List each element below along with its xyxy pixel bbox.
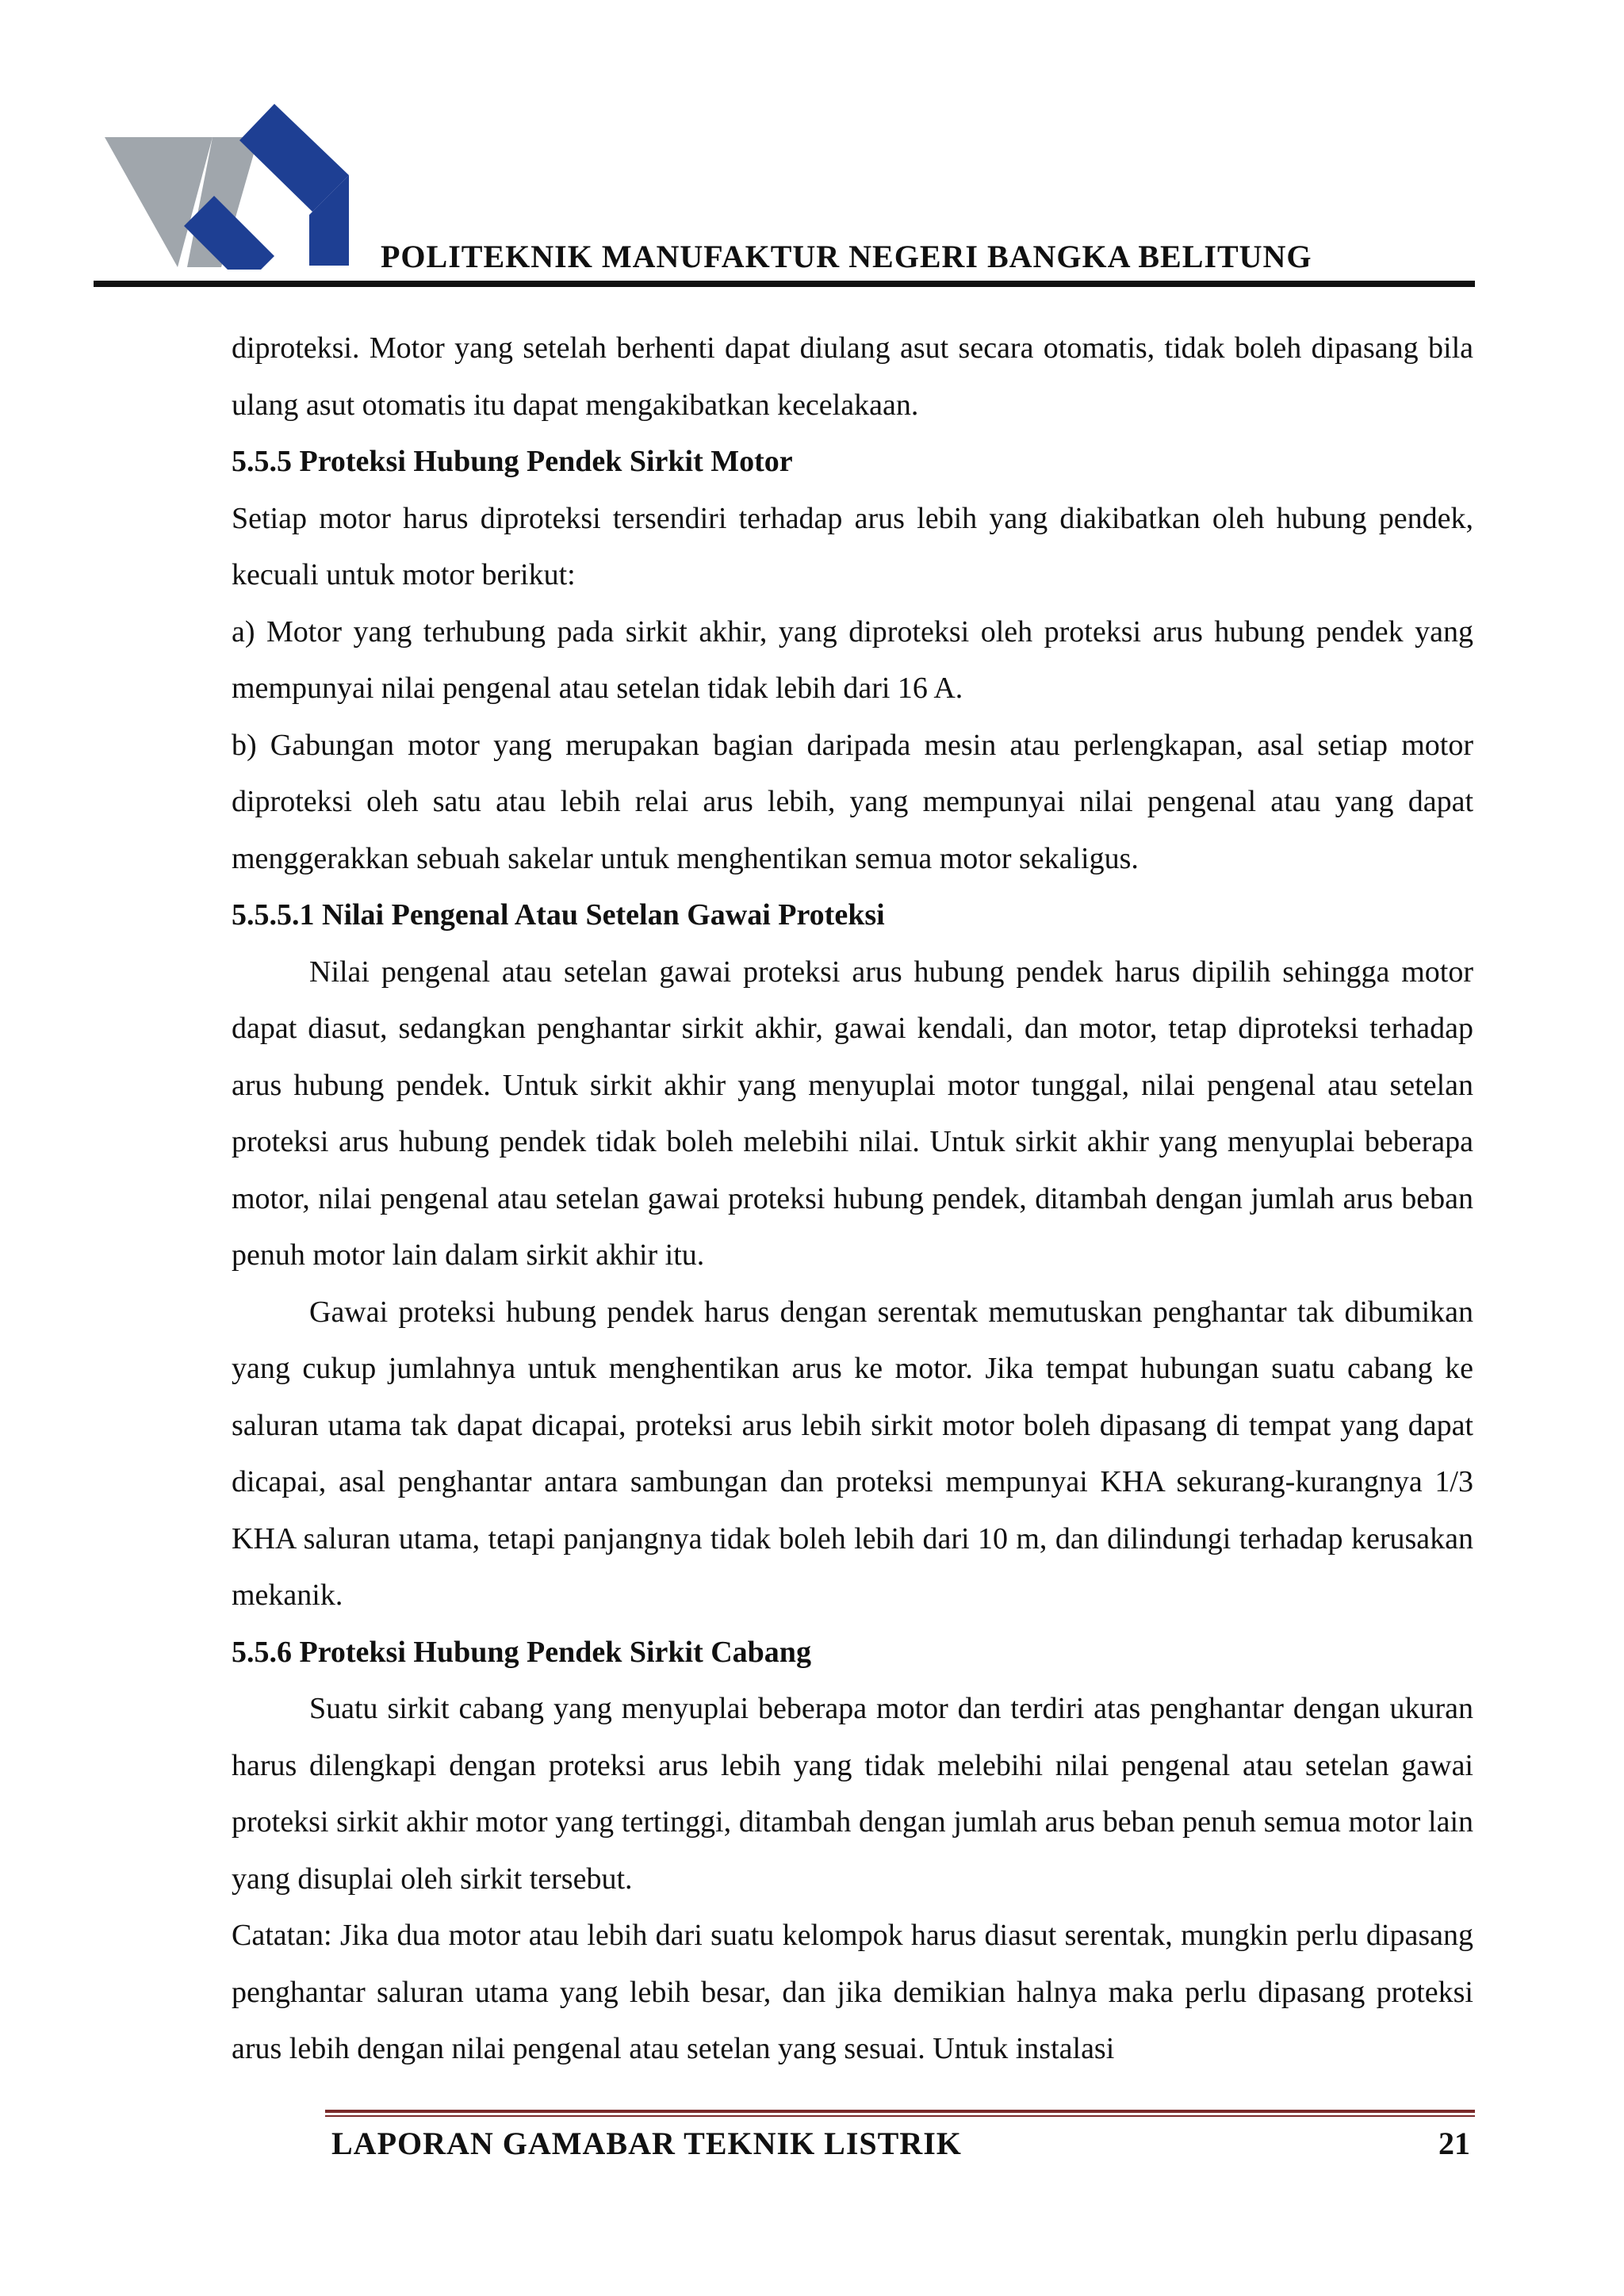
footer-divider xyxy=(325,2110,1475,2113)
footer-divider-thin xyxy=(325,2115,1475,2117)
heading-5-5-5: 5.5.5 Proteksi Hubung Pendek Sirkit Motor xyxy=(232,445,793,478)
heading-5-5-6: 5.5.6 Proteksi Hubung Pendek Sirkit Cabang xyxy=(232,1635,811,1669)
paragraph-5-5-5-1-a: Nilai pengenal atau setelan gawai proteksi arus hubung pendek harus dipilih sehingga motor dapat diasut, sedangkan penghantar sirkit akhir, gawai kendali, dan motor, tetap diproteksi terhadap arus hubung pendek. Untuk sirkit akhir yang menyuplai motor tunggal, nilai pengenal atau setelan proteksi arus hubung pendek tidak boleh melebihi nilai. Untuk sirkit akhir yang menyuplai beberapa motor, nilai pengenal atau setelan gawai proteksi hubung pendek, ditambah dengan jumlah arus beban penuh motor lain dalam sirkit akhir itu. xyxy=(232,955,1473,1272)
page-number: 21 xyxy=(1438,2126,1470,2161)
header-divider xyxy=(94,281,1475,287)
institution-name: POLITEKNIK MANUFAKTUR NEGERI BANGKA BELITUNG xyxy=(381,239,1312,274)
polman-logo-icon xyxy=(95,99,349,270)
paragraph-catatan: Catatan: Jika dua motor atau lebih dari suatu kelompok harus diasut serentak, mungkin perlu dipasang penghantar saluran utama yang lebih besar, dan jika demikian halnya maka perlu dipasang proteksi arus lebih dengan nilai pengenal atau setelan yang sesuai. Untuk instalasi xyxy=(232,1919,1473,2065)
paragraph-5-5-5: Setiap motor harus diproteksi tersendiri terhadap arus lebih yang diakibatkan oleh hubung pendek, kecuali untuk motor berikut: xyxy=(232,501,1473,591)
paragraph-intro: diproteksi. Motor yang setelah berhenti dapat diulang asut secara otomatis, tidak boleh dipasang bila ulang asut otomatis itu dapat mengakibatkan kecelakaan. xyxy=(232,331,1473,422)
paragraph-5-5-6: Suatu sirkit cabang yang menyuplai beberapa motor dan terdiri atas penghantar dengan ukuran harus dilengkapi dengan proteksi arus lebih yang tidak melebihi nilai pengenal atau setelan gawai proteksi sirkit akhir motor yang tertinggi, ditambah dengan jumlah arus beban penuh semua motor lain yang disuplai oleh sirkit tersebut. xyxy=(232,1692,1473,1896)
page-body xyxy=(232,320,1473,2078)
paragraph-5-5-5-1-b: Gawai proteksi hubung pendek harus dengan serentak memutuskan penghantar tak dibumikan yang cukup jumlahnya untuk menghentikan arus ke motor. Jika tempat hubungan suatu cabang ke saluran utama tak dapat dicapai, proteksi arus lebih sirkit motor boleh dipasang di tempat yang dapat dicapai, asal penghantar antara sambungan dan proteksi mempunyai KHA sekurang-kurangnya 1/3 KHA saluran utama, tetapi panjangnya tidak boleh lebih dari 10 m, dan dilindungi terhadap kerusakan mekanik. xyxy=(232,1295,1473,1612)
heading-5-5-5-1: 5.5.5.1 Nilai Pengenal Atau Setelan Gawai Proteksi xyxy=(232,898,885,932)
list-item-b: b) Gabungan motor yang merupakan bagian daripada mesin atau perlengkapan, asal setiap motor diproteksi oleh satu atau lebih relai arus lebih, yang mempunyai nilai pengenal atau yang dapat menggerakkan sebuah sakelar untuk menghentikan semua motor sekaligus. xyxy=(232,728,1473,875)
list-item-a: a) Motor yang terhubung pada sirkit akhir, yang diproteksi oleh proteksi arus hubung pendek yang mempunyai nilai pengenal atau setelan tidak lebih dari 16 A. xyxy=(232,614,1473,705)
report-title: LAPORAN GAMABAR TEKNIK LISTRIK xyxy=(331,2126,962,2161)
